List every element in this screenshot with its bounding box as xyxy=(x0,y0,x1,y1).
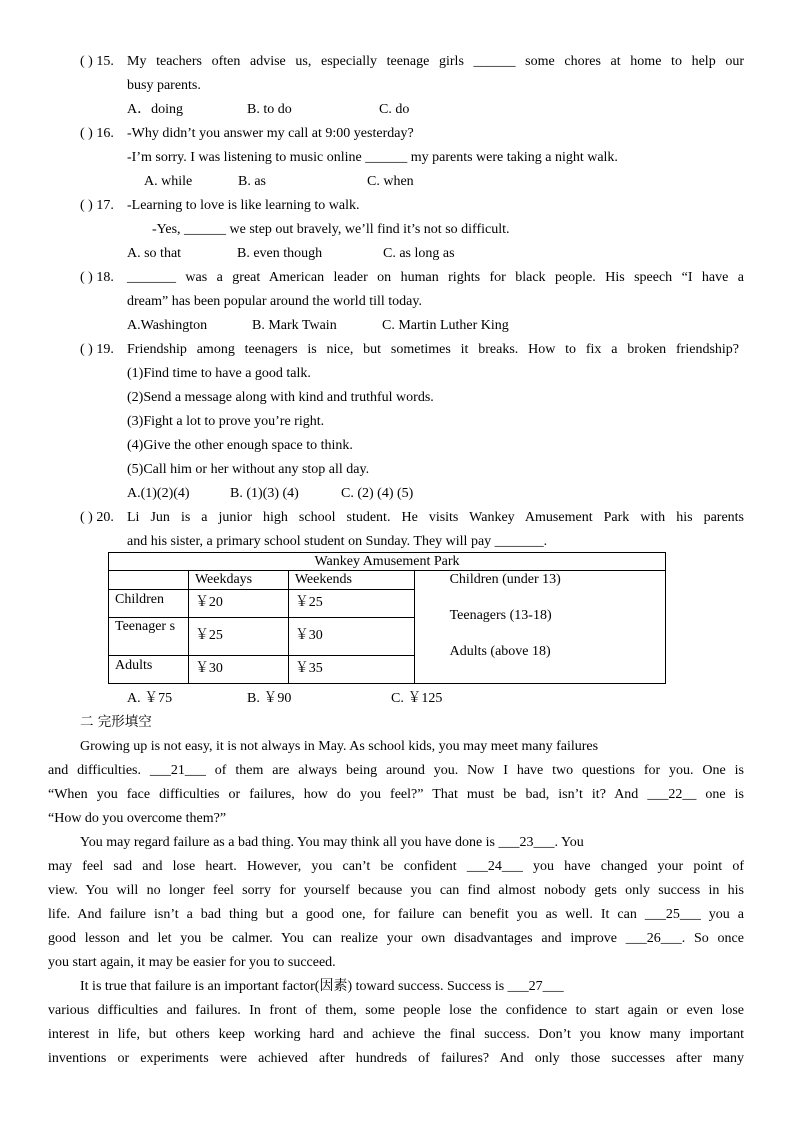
q20-number: ( ) 20. xyxy=(80,510,114,525)
passage-line: You may regard failure as a bad thing. You may think all you have done is ___23___. You xyxy=(80,835,584,850)
q19-option-c[interactable]: C. (2) (4) (5) xyxy=(341,486,414,501)
weekend-price: ￥25 xyxy=(288,590,414,618)
row-label: Teenager s xyxy=(109,618,189,656)
weekend-price: ￥35 xyxy=(288,656,414,684)
q15-stem-cont: busy parents. xyxy=(127,78,201,93)
q15-number: ( ) 15. xyxy=(80,54,114,69)
passage-line: interest in life, but others keep working hard and achieve the final success. Don’t you know many important xyxy=(48,1027,744,1042)
passage-line: various difficulties and failures. In front of them, some people lose the confidence to start again or even lose xyxy=(48,1003,744,1018)
table-title: Wankey Amusement Park xyxy=(109,553,666,571)
q18-option-c[interactable]: C. Martin Luther King xyxy=(382,318,509,333)
q19-item: (3)Fight a lot to prove you’re right. xyxy=(127,414,325,429)
age-note: Children (under 13) xyxy=(449,572,561,587)
q16-stem: -Why didn’t you answer my call at 9:00 yesterday? xyxy=(127,126,414,141)
passage-line: good lesson and let you be calmer. You can realize your own disadvantages and improve ___26___. So once xyxy=(48,931,744,946)
q19-item: (5)Call him or her without any stop all day. xyxy=(127,462,370,477)
q18-stem-cont: dream” has been popular around the world till today. xyxy=(127,294,422,309)
q15-option-a[interactable]: A．doing xyxy=(127,102,183,117)
q20-option-b[interactable]: B. ￥90 xyxy=(247,691,292,706)
q20-stem-cont: and his sister, a primary school student on Sunday. They will pay _______. xyxy=(127,534,548,549)
q15-stem: My teachers often advise us, especially teenage girls ______ some chores at home to help our xyxy=(127,54,744,69)
q20-option-c[interactable]: C. ￥125 xyxy=(391,691,443,706)
weekend-price: ￥30 xyxy=(288,618,414,656)
q19-option-a[interactable]: A.(1)(2)(4) xyxy=(127,486,190,501)
q20-stem: Li Jun is a junior high school student. He visits Wankey Amusement Park with his parents xyxy=(127,510,744,525)
table-corner-cell xyxy=(109,571,189,590)
passage-line: view. You will no longer feel sorry for yourself because you can find almost nobody gets only success in his xyxy=(48,883,744,898)
passage-line: may feel sad and lose heart. However, you can’t be confident ___24___ you have changed your point of xyxy=(48,859,744,874)
q19-option-b[interactable]: B. (1)(3) (4) xyxy=(230,486,299,501)
q16-option-a[interactable]: A. while xyxy=(144,174,193,189)
passage-line: It is true that failure is an important factor(因素) toward success. Success is ___27___ xyxy=(80,979,564,994)
q17-number: ( ) 17. xyxy=(80,198,114,213)
passage-line: and difficulties. ___21___ of them are always being around you. Now I have two questions for you. One is xyxy=(48,763,744,778)
weekday-price: ￥20 xyxy=(188,590,288,618)
q19-number: ( ) 19. xyxy=(80,342,114,357)
passage-line: life. And failure isn’t a bad thing but a good one, for failure can benefit you as well. It can ___25___ you a xyxy=(48,907,744,922)
q20-option-a[interactable]: A. ￥75 xyxy=(127,691,173,706)
passage-line: inventions or experiments were achieved after hundreds of failures? And only those successes after many xyxy=(48,1051,744,1066)
weekday-price: ￥30 xyxy=(188,656,288,684)
q15-option-c[interactable]: C. do xyxy=(379,102,410,117)
age-note: Teenagers (13-18) xyxy=(449,608,552,623)
passage-line: you start again, it may be easier for you to succeed. xyxy=(48,955,336,970)
table-age-notes xyxy=(414,571,665,684)
table-header-weekends: Weekends xyxy=(288,571,414,590)
passage-line: Growing up is not easy, it is not always in May. As school kids, you may meet many failures xyxy=(80,739,599,754)
q18-number: ( ) 18. xyxy=(80,270,114,285)
row-label: Adults xyxy=(109,656,189,684)
section-heading: 二 完形填空 xyxy=(80,714,152,730)
q18-option-a[interactable]: A.Washington xyxy=(127,318,208,333)
q16-option-c[interactable]: C. when xyxy=(367,174,414,189)
q17-option-a[interactable]: A. so that xyxy=(127,246,182,261)
passage-line: “When you face difficulties or failures, how do you feel?” That must be bad, isn’t it? And ___22__ one is xyxy=(48,787,744,802)
q17-option-c[interactable]: C. as long as xyxy=(383,246,455,261)
park-price-table xyxy=(108,552,666,684)
q17-stem-cont: -Yes, ______ we step out bravely, we’ll find it’s not so difficult. xyxy=(152,222,510,237)
q16-number: ( ) 16. xyxy=(80,126,114,141)
row-label: Children xyxy=(109,590,189,618)
q17-option-b[interactable]: B. even though xyxy=(237,246,323,261)
q19-item: (4)Give the other enough space to think. xyxy=(127,438,353,453)
weekday-price: ￥25 xyxy=(188,618,288,656)
passage-line: “How do you overcome them?” xyxy=(48,811,227,826)
q19-stem: Friendship among teenagers is nice, but sometimes it breaks. How to fix a broken friendship? xyxy=(127,342,739,357)
q16-option-b[interactable]: B. as xyxy=(238,174,266,189)
q19-item: (2)Send a message along with kind and truthful words. xyxy=(127,390,434,405)
q16-stem-cont: -I’m sorry. I was listening to music online ______ my parents were taking a night walk. xyxy=(127,150,618,165)
table-header-weekdays: Weekdays xyxy=(188,571,288,590)
q15-option-b[interactable]: B. to do xyxy=(247,102,292,117)
q19-item: (1)Find time to have a good talk. xyxy=(127,366,311,381)
q18-stem: _______ was a great American leader on human rights for black people. His speech “I have a xyxy=(127,270,744,285)
age-note: Adults (above 18) xyxy=(449,644,551,659)
q17-stem: -Learning to love is like learning to walk. xyxy=(127,198,360,213)
q18-option-b[interactable]: B. Mark Twain xyxy=(252,318,337,333)
